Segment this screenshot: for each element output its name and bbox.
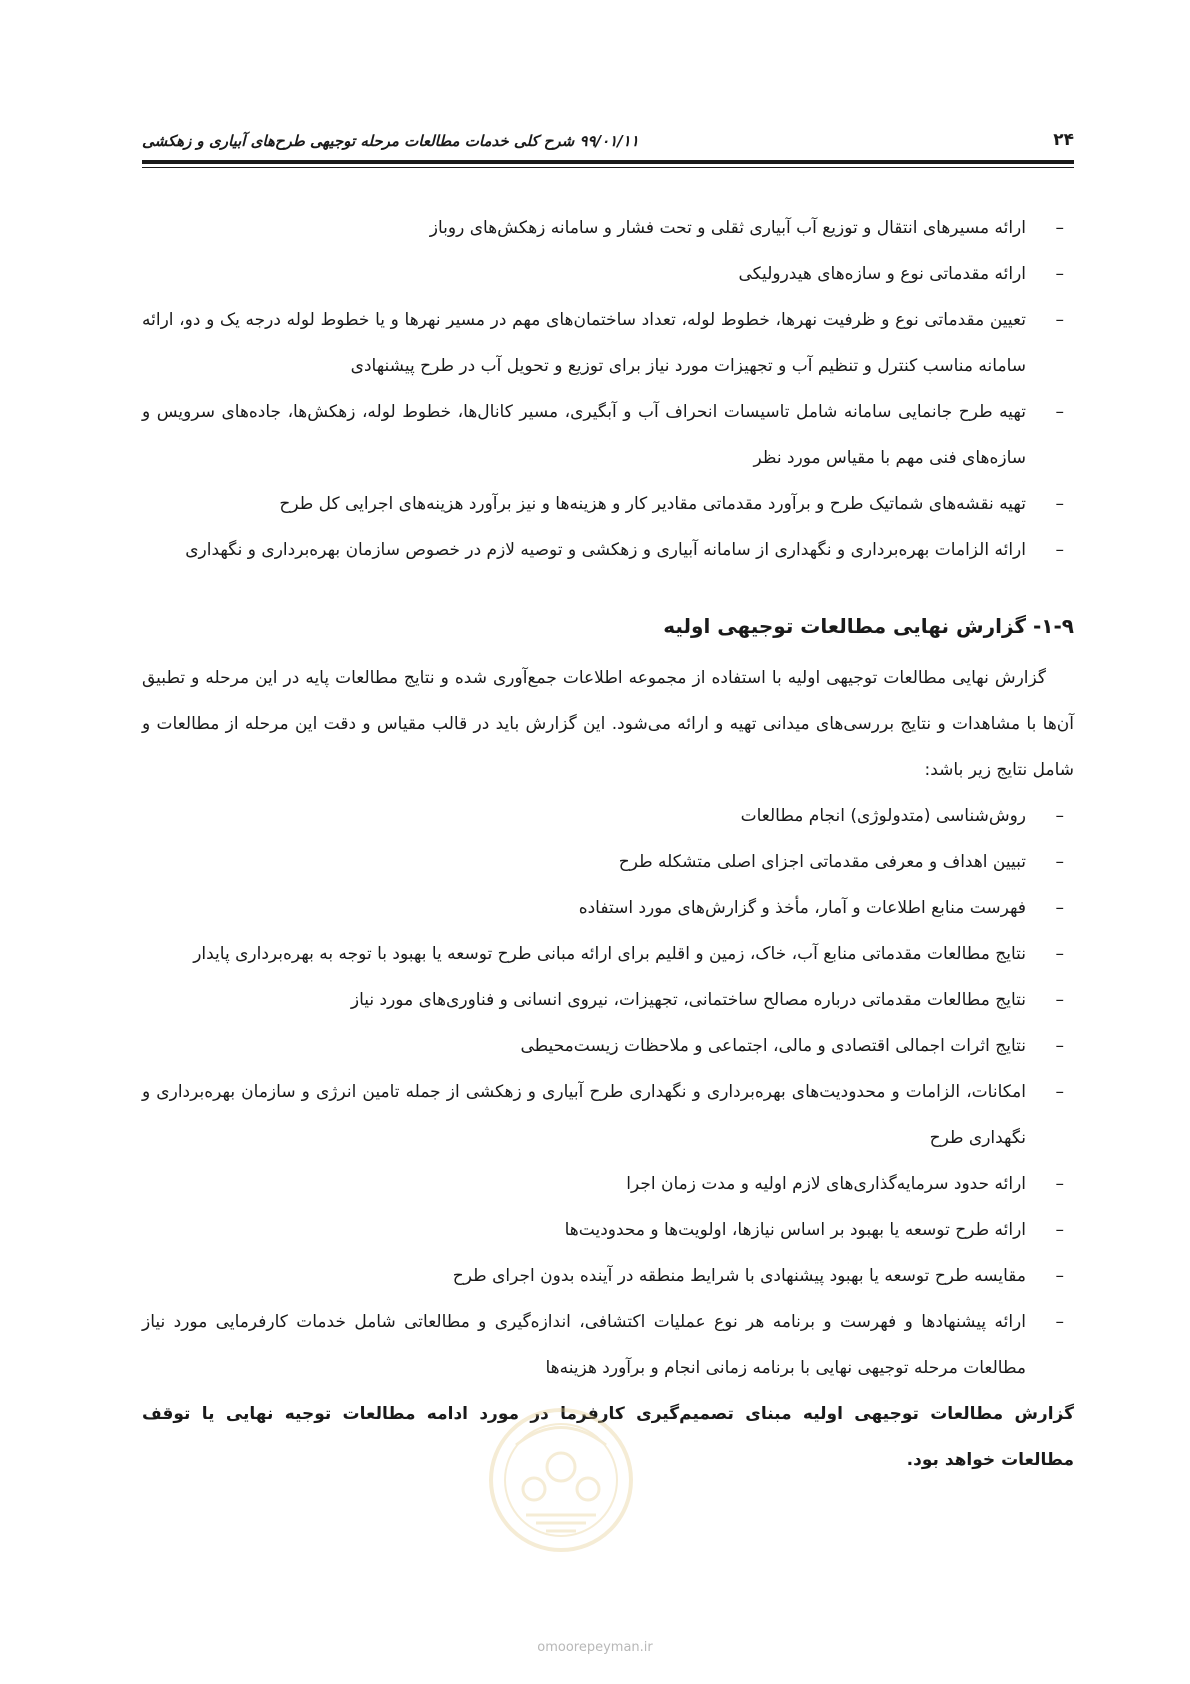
header-title: ۹۹/۰۱/۱۱ شرح کلی خدمات مطالعات مرحله توجیهی طرح‌های آبیاری و زهکشی xyxy=(142,132,639,150)
list-item: – نتایج مطالعات مقدماتی درباره مصالح ساختمانی، تجهیزات، نیروی انسانی و فناوری‌های مورد نیاز xyxy=(142,977,1074,1023)
final-note: گزارش مطالعات توجیهی اولیه مبنای تصمیم‌گیری کارفرما در مورد ادامه مطالعات توجیه نهایی یا توقف مطالعات خواهد بود. xyxy=(142,1404,1074,1470)
list-item: – روش‌شناسی (متدولوژی) انجام مطالعات xyxy=(142,793,1074,839)
page-content xyxy=(142,205,1074,1483)
list-item: – فهرست منابع اطلاعات و آمار، مأخذ و گزارش‌های مورد استفاده xyxy=(142,885,1074,931)
page-number: ۲۴ xyxy=(1053,130,1074,150)
list-item: – ارائه طرح توسعه یا بهبود بر اساس نیازها، اولویت‌ها و محدودیت‌ها xyxy=(142,1207,1074,1253)
list-item: – تبیین اهداف و معرفی مقدماتی اجزای اصلی متشکله طرح xyxy=(142,839,1074,885)
list-item: – نتایج مطالعات مقدماتی منابع آب، خاک، زمین و اقلیم برای ارائه مبانی طرح توسعه یا بهبود با توجه به بهره‌برداری پایدار xyxy=(142,931,1074,977)
list-item: – ارائه الزامات بهره‌برداری و نگهداری از سامانه آبیاری و زهکشی و توصیه لازم در خصوص سازمان بهره‌برداری و نگهداری xyxy=(142,527,1074,573)
list-item: – امکانات، الزامات و محدودیت‌های بهره‌برداری و نگهداری طرح آبیاری و زهکشی از جمله تامین انرژی و سازمان بهره‌برداری و نگهداری طرح xyxy=(142,1069,1074,1161)
watermark-seal-icon xyxy=(486,1405,636,1555)
list-item: – ارائه پیشنهادها و فهرست و برنامه هر نوع عملیات اکتشافی، اندازه‌گیری و مطالعاتی شامل خدمات کارفرمایی مورد نیاز مطالعات مرحله توجیهی نهایی با برنامه زمانی انجام و برآورد هزینه‌ها xyxy=(142,1299,1074,1391)
section-paragraph: گزارش نهایی مطالعات توجیهی اولیه با استفاده از مجموعه اطلاعات جمع‌آوری شده و نتایج مطالعات پایه در این مرحله و تطبیق آن‌ها با مشاهدات و نتایج بررسی‌های میدانی تهیه و ارائه می‌شود. این گزارش باید در قالب مقیاس و دقت این مرحله از مطالعات و شامل نتایج زیر باشد: xyxy=(142,668,1074,780)
section-heading: ۱-۹- گزارش نهایی مطالعات توجیهی اولیه xyxy=(663,614,1074,638)
list-item: – تعیین مقدماتی نوع و ظرفیت نهرها، خطوط لوله، تعداد ساختمان‌های مهم در مسیر نهرها و یا خطوط لوله درجه یک و دو، ارائه سامانه مناسب کنترل و تنظیم آب و تجهیزات مورد نیاز برای توزیع و تحویل آب در طرح پیشنهادی xyxy=(142,297,1074,389)
watermark-url: omoorepeyman.ir xyxy=(537,1640,653,1655)
page-header xyxy=(142,126,1074,166)
list-item: – ارائه مسیرهای انتقال و توزیع آب آبیاری ثقلی و تحت فشار و سامانه زهکش‌های روباز xyxy=(142,205,1074,251)
header-rule-thick xyxy=(142,160,1074,164)
header-rule-thin xyxy=(142,167,1074,168)
list-item: – تهیه طرح جانمایی سامانه شامل تاسیسات انحراف آب و آبگیری، مسیر کانال‌ها، خطوط لوله، زهکش‌ها، جاده‌های سرویس و سازه‌های فنی مهم با مقیاس مورد نظر xyxy=(142,389,1074,481)
list-item: – نتایج اثرات اجمالی اقتصادی و مالی، اجتماعی و ملاحظات زیست‌محیطی xyxy=(142,1023,1074,1069)
bullet-list-bottom xyxy=(142,793,1074,1391)
list-item: – مقایسه طرح توسعه یا بهبود پیشنهادی با شرایط منطقه در آینده بدون اجرای طرح xyxy=(142,1253,1074,1299)
list-item: – ارائه حدود سرمایه‌گذاری‌های لازم اولیه و مدت زمان اجرا xyxy=(142,1161,1074,1207)
bullet-list-top xyxy=(142,205,1074,573)
list-item: – تهیه نقشه‌های شماتیک طرح و برآورد مقدماتی مقادیر کار و هزینه‌ها و نیز برآورد هزینه‌های اجرایی کل طرح xyxy=(142,481,1074,527)
list-item: – ارائه مقدماتی نوع و سازه‌های هیدرولیکی xyxy=(142,251,1074,297)
